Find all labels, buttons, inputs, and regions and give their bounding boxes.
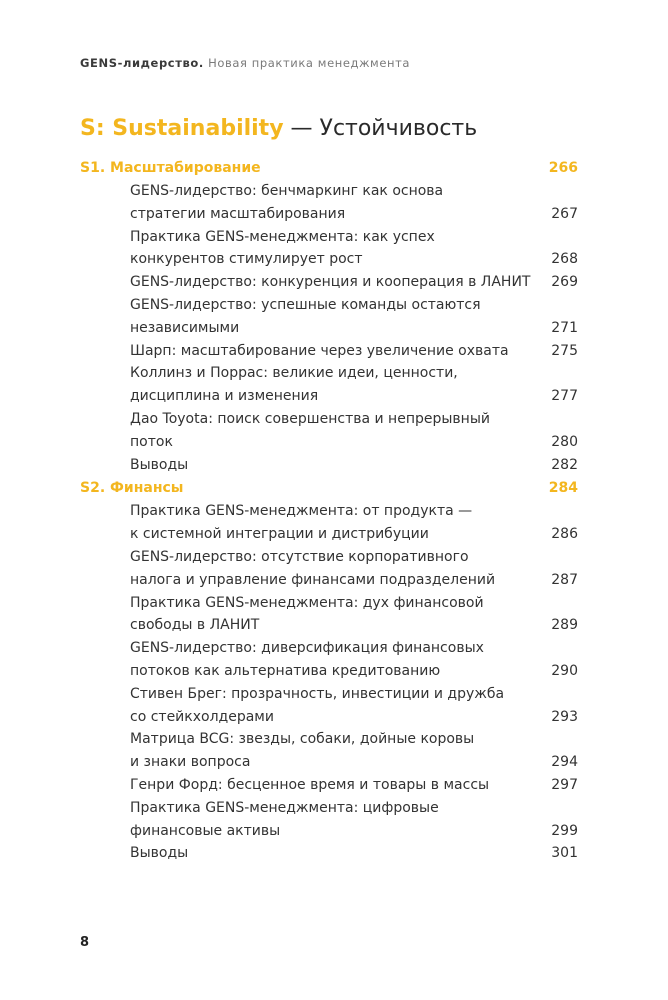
entry-line: Шарп: масштабирование через увеличение охвата [130,342,509,359]
entry-page: 282 [551,456,578,473]
entry-line: стратегии масштабирования [130,205,346,222]
entry-line: финансовые активы [130,822,281,839]
entry-line: и знаки вопроса [130,754,251,771]
entry-page: 271 [551,319,578,336]
toc-entry[interactable] [80,842,578,865]
toc-entry[interactable] [80,294,578,340]
entry-line: Стивен Брег: прозрачность, инвестиции и дружба [130,685,505,702]
toc-entry[interactable] [80,500,578,546]
entry-line: GENS-лидерство: диверсификация финансовых [130,640,484,657]
entry-line: со стейкхолдерами [130,708,274,725]
entry-line: Практика GENS-менеджмента: дух финансовой [130,594,484,611]
section-page: 266 [548,160,578,176]
toc-entry[interactable] [80,546,578,592]
entry-line: потоков как альтернатива кредитованию [130,662,441,679]
entry-line: Матрица BCG: звезды, собаки, дойные коровы [130,731,475,748]
toc-entry[interactable] [80,797,578,843]
table-of-contents [80,156,578,865]
entry-page: 301 [551,845,578,862]
toc-entry[interactable] [80,180,578,226]
entry-page: 290 [551,662,578,679]
toc-section-s1[interactable] [80,156,578,180]
entry-page: 289 [551,617,578,634]
part-title [80,116,477,141]
entry-line: Выводы [130,456,189,473]
entry-line: Практика GENS-менеджмента: как успех [130,228,435,245]
book-title: GENS-лидерство. [80,56,204,70]
toc-entry[interactable] [80,683,578,729]
section-title: S2. Финансы [80,480,184,497]
entry-line: Дао Toyota: поиск совершенства и непрерывный [130,410,490,427]
entry-page: 268 [551,251,578,268]
entry-line: GENS-лидерство: успешные команды остаются [130,296,481,313]
entry-line: поток [130,433,173,450]
entry-line: Коллинз и Поррас: великие идеи, ценности, [130,365,458,382]
toc-entry[interactable] [80,226,578,272]
entry-page: 294 [551,754,578,771]
entry-page: 297 [551,776,578,793]
entry-line: GENS-лидерство: конкуренция и кооперация в ЛАНИТ [130,274,531,291]
toc-entry[interactable] [80,408,578,454]
toc-entry[interactable] [80,454,578,477]
entry-line: Выводы [130,845,189,862]
toc-entry[interactable] [80,637,578,683]
running-header [80,56,410,70]
part-title-accent: S: Sustainability [80,116,284,141]
book-subtitle: Новая практика менеджмента [208,56,411,70]
entry-line: Генри Форд: бесценное время и товары в массы [130,776,490,793]
entry-line: конкурентов стимулирует рост [130,251,363,268]
entry-line: Практика GENS-менеджмента: от продукта — [130,503,473,520]
entry-page: 293 [551,708,578,725]
page-number: 8 [80,935,90,950]
entry-page: 280 [551,433,578,450]
entry-page: 299 [551,822,578,839]
entry-line: дисциплина и изменения [130,388,319,405]
entry-line: к системной интеграции и дистрибуции [130,526,429,543]
entry-line: налога и управление финансами подразделений [130,571,496,588]
entry-line: GENS-лидерство: бенчмаркинг как основа [130,183,444,199]
entry-page: 277 [551,388,578,405]
entry-line: независимыми [130,319,240,336]
toc-entry[interactable] [80,362,578,408]
entry-page: 275 [551,342,578,359]
toc-section-s2[interactable] [80,476,578,500]
section-title: S1. Масштабирование [80,160,261,176]
entry-page: 269 [551,274,578,291]
part-title-rest: — Устойчивость [283,116,478,141]
toc-entry[interactable] [80,340,578,363]
section-page: 284 [548,480,578,497]
entry-line: GENS-лидерство: отсутствие корпоративного [130,548,469,565]
entry-page: 267 [551,205,578,222]
toc-entry[interactable] [80,728,578,774]
toc-entry[interactable] [80,271,578,294]
entry-page: 287 [551,571,578,588]
toc-entry[interactable] [80,774,578,797]
toc-entry[interactable] [80,592,578,638]
entry-page: 286 [551,526,578,543]
entry-line: свободы в ЛАНИТ [130,617,260,634]
entry-line: Практика GENS-менеджмента: цифровые [130,799,439,816]
